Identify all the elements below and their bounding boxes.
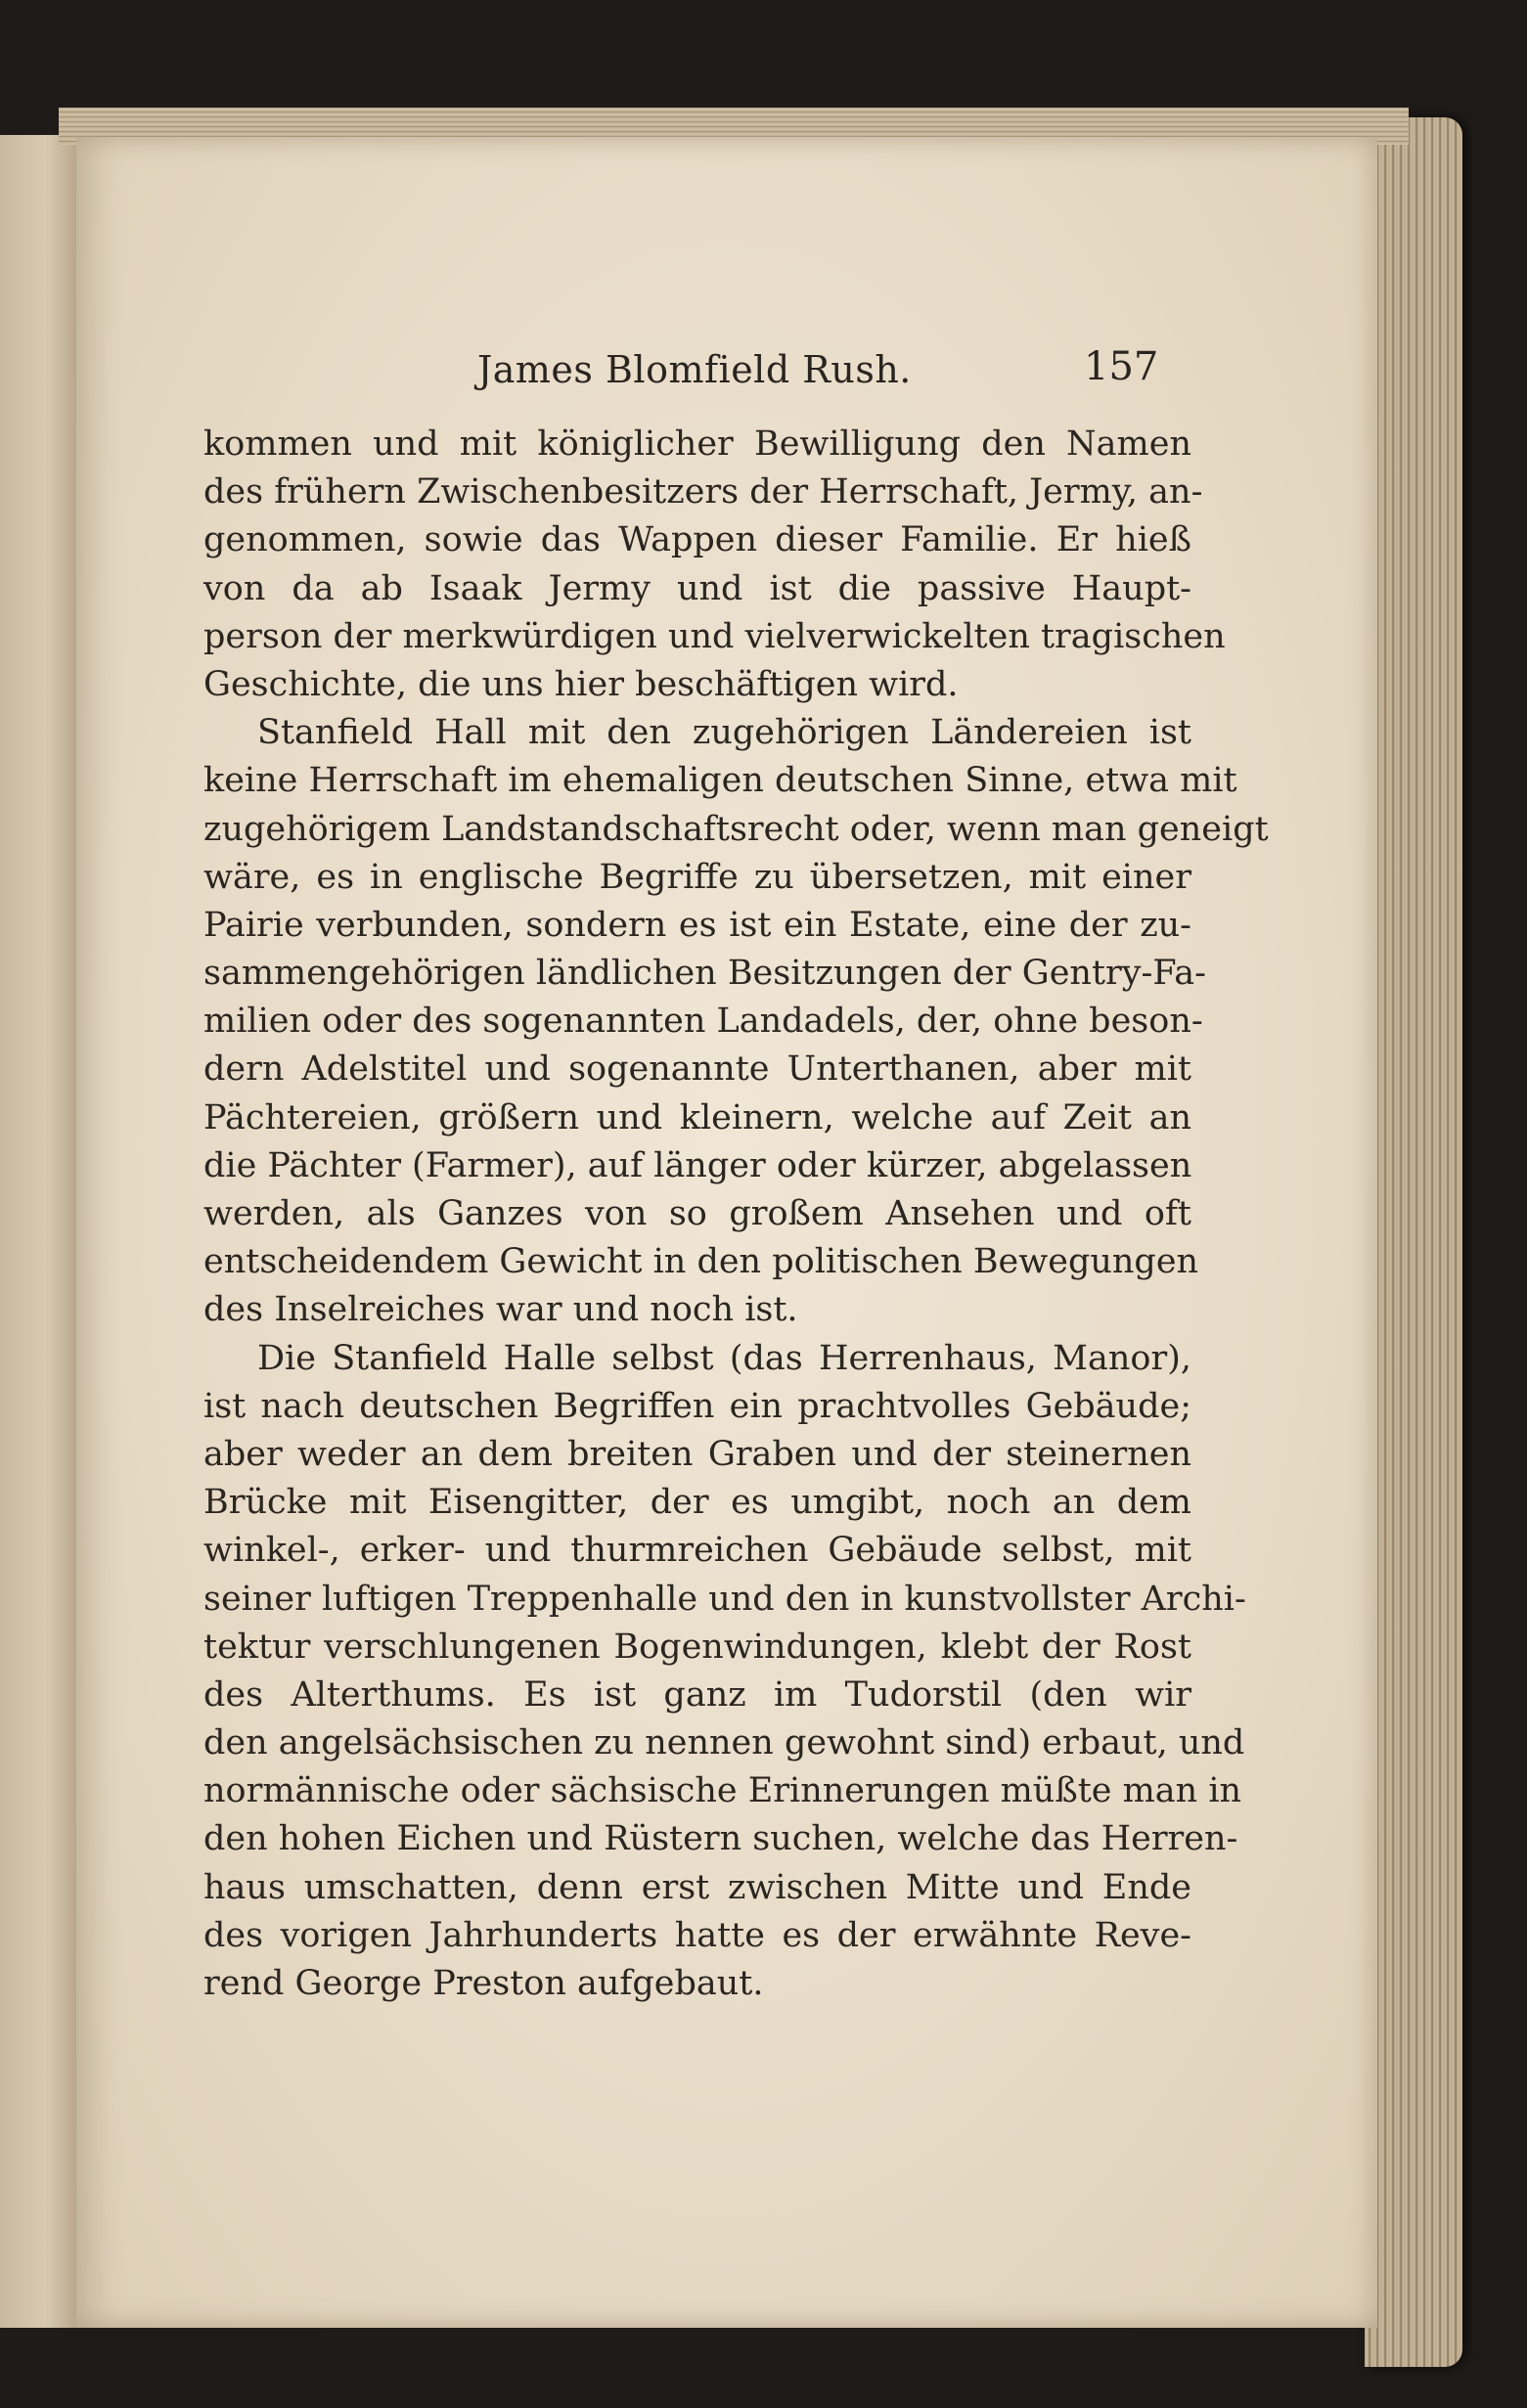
- text-line: des frühern Zwischenbesitzers der Herrschaft, Jermy, an-: [203, 472, 1203, 513]
- text-line: dern Adelstitel und sogenannte Unterthanen, aber mit: [203, 1049, 1191, 1090]
- text-line: wäre, es in englische Begriffe zu übersetzen, mit einer: [203, 857, 1191, 897]
- text-line: Pächtereien, größern und kleinern, welche auf Zeit an: [203, 1097, 1191, 1137]
- text-line: die Pächter (Farmer), auf länger oder kürzer, abgelassen: [203, 1145, 1192, 1185]
- text-line: Geschichte, die uns hier beschäftigen wird.: [203, 664, 959, 704]
- text-line: tektur verschlungenen Bogenwindungen, klebt der Rost: [203, 1627, 1191, 1667]
- page-header: [76, 333, 1377, 401]
- text-line: ist nach deutschen Begriffen ein prachtvolles Gebäude;: [203, 1386, 1191, 1426]
- text-line: sammengehörigen ländlichen Besitzungen der Gentry-Fa-: [203, 954, 1206, 994]
- text-line: winkel-, erker- und thurmreichen Gebäude selbst, mit: [203, 1531, 1191, 1571]
- facing-page-edge: [0, 135, 76, 2328]
- text-line: aber weder an dem breiten Graben und der steinernen: [203, 1434, 1191, 1474]
- text-line: des Inselreiches war und noch ist.: [203, 1290, 798, 1330]
- text-line: Pairie verbunden, sondern es ist ein Estate, eine der zu-: [203, 905, 1191, 945]
- text-line: keine Herrschaft im ehemaligen deutschen Sinne, etwa mit: [203, 761, 1237, 801]
- running-head: James Blomfield Rush.: [477, 348, 912, 391]
- text-line: genommen, sowie das Wappen dieser Familie. Er hieß: [203, 520, 1191, 560]
- text-line: person der merkwürdigen und vielverwickelten tragischen: [203, 616, 1226, 656]
- text-line: Brücke mit Eisengitter, der es umgibt, noch an dem: [203, 1483, 1191, 1523]
- page-stack-edge: [1365, 117, 1462, 2367]
- text-line: milien oder des sogenannten Landadels, der, ohne beson-: [203, 1002, 1203, 1042]
- text-line: Die Stanfield Halle selbst (das Herrenhaus, Manor),: [257, 1338, 1191, 1378]
- text-line: normännische oder sächsische Erinnerungen müßte man in: [203, 1771, 1242, 1811]
- text-line: des vorigen Jahrhunderts hatte es der erwähnte Reve-: [203, 1915, 1191, 1955]
- text-line: Stanfield Hall mit den zugehörigen Ländereien ist: [257, 713, 1191, 753]
- text-line: kommen und mit königlicher Bewilligung den Namen: [203, 424, 1191, 464]
- text-line: zugehörigem Landstandschaftsrecht oder, wenn man geneigt: [203, 809, 1269, 849]
- text-line: von da ab Isaak Jermy und ist die passive Haupt-: [203, 568, 1191, 608]
- text-line: seiner luftigen Treppenhalle und den in kunstvollster Archi-: [203, 1579, 1246, 1619]
- text-line: haus umschatten, denn erst zwischen Mitte und Ende: [203, 1867, 1191, 1907]
- text-line: den hohen Eichen und Rüstern suchen, welche das Herren-: [203, 1819, 1238, 1859]
- text-line: den angelsächsischen zu nennen gewohnt sind) erbaut, und: [203, 1723, 1245, 1763]
- text-line: rend George Preston aufgebaut.: [203, 1964, 764, 2003]
- text-line: entscheidendem Gewicht in den politischen Bewegungen: [203, 1242, 1199, 1282]
- text-line: werden, als Ganzes von so großem Ansehen und oft: [203, 1194, 1191, 1233]
- text-line: des Alterthums. Es ist ganz im Tudorstil (den wir: [203, 1674, 1191, 1715]
- body-text: [203, 421, 1269, 2008]
- page-number: 157: [1084, 344, 1159, 389]
- book-page: [76, 137, 1377, 2328]
